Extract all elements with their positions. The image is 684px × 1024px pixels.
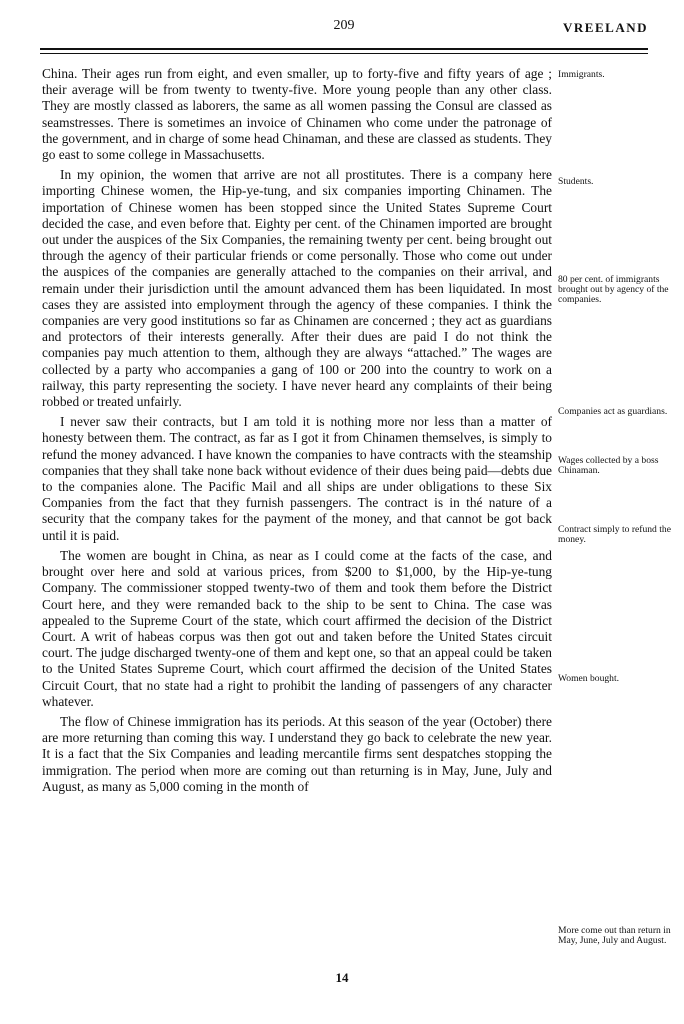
margin-note-students: Students.: [558, 176, 594, 187]
margin-note-women-bought: Women bought.: [558, 673, 620, 684]
margin-notes: [558, 0, 680, 1024]
header-rule-thin: [40, 53, 648, 54]
margin-note-contract: Contract simply to refund the money.: [558, 524, 671, 545]
margin-note-guardians: Companies act as guardians.: [558, 406, 668, 417]
margin-note-wages: Wages collected by a boss Chinaman.: [558, 455, 659, 476]
page-number: 209: [333, 18, 355, 33]
running-head: VREELAND: [563, 20, 648, 35]
margin-note-eighty-per-cent: 80 per cent. of immigrants brought out by agency of the companies.: [558, 274, 669, 305]
paragraph-4: The women are bought in China, as near as I could come at the facts of the case, and brought over here and sold at various prices, from $200 to $1,000, by the Hip-ye-tung Company. The commissioner stopped twenty-two of them and took them before the District Court here, and they were remanded back to the ship to be sent to China. The case was appealed to the Supreme Court of the state, which court affirmed the decision of the District Court. A writ of habeas corpus was then got out and taken before the United States circuit court. The judge discharged twenty-one of them and kept one, so that an appeal could be taken to the United States Supreme Court, which court affirmed the decision of the United States Circuit Court, that no state had a right to prohibit the landing of passengers of any character whatever.: [42, 547, 552, 709]
margin-note-immigrants: Immigrants.: [558, 69, 605, 80]
paragraph-5: The flow of Chinese immigration has its periods. At this season of the year (October) there are more returning than coming this way. I understand they go back to celebrate the new year. It is a fact that the Six Companies and leading mercantile firms sent despatches stopping the immigration. The period when more are coming out than returning is in May, June, July and August, as many as 5,000 coming in the month of: [42, 713, 552, 794]
signature-mark: 14: [335, 970, 349, 985]
paragraph-2: In my opinion, the women that arrive are not all prostitutes. There is a company here importing Chinese women, the Hip-ye-tung, and six companies importing Chinamen. The importation of Chinese women has been stopped since the United States Supreme Court decided the case, and even before that. Eighty per cent. of the Chinamen imported are brought out under the auspices of the Six Companies, the remaining twenty per cent. being brought out through the agency of their particular friends or come personally. Those who come out under the auspices of the companies are generally attached to the companies on their arrival, and remain under their jurisdiction until the amount advanced them has been liquidated. In most cases they are assisted into employment through the agency of these companies. I think the companies are very good institutions so far as Chinamen are concerned ; they act as guardians and protectors of their interests generally. After their dues are paid I do not think the companies pay much attention to them, although they are always “attached.” The wages are collected by a party who accompanies a gang of 100 or 200 into the country to work on a railway, this party representing the society. I have never heard any complaints of their being robbed or treated unfairly.: [42, 167, 552, 410]
header-rule-thick: [40, 48, 648, 50]
margin-note-more-come-out: More come out than return in May, June, July and August.: [558, 925, 671, 946]
paragraph-3: I never saw their contracts, but I am told it is nothing more nor less than a matter of honesty between them. The contract, as far as I got it from Chinamen themselves, is simply to refund the money advanced. I have known the companies to have contracts with the steamship companies that they shall take none back without evidence of their dues being paid—debts due to the companies alone. The Pacific Mail and all ships are under obligations to these Six Companies from the fact that they furnish passengers. The contract is in thé nature of a security that the company takes for the payment of the money, and that cannot be got back until it is paid.: [42, 414, 552, 543]
paragraph-1: China. Their ages run from eight, and even smaller, up to forty-five and fifty years of age ; their average will be from twenty to twenty-five. More young people than any other class. They are mostly classed as laborers, the same as all women passing the Consul are classed as seamstresses. There is sometimes an invoice of Chinamen who come under the patronage of the government, and in charge of some head Chinaman, and these are classed as students. They go east to some college in Massachusetts.: [42, 66, 552, 163]
page-header: [40, 18, 648, 38]
body-text: [42, 66, 552, 799]
